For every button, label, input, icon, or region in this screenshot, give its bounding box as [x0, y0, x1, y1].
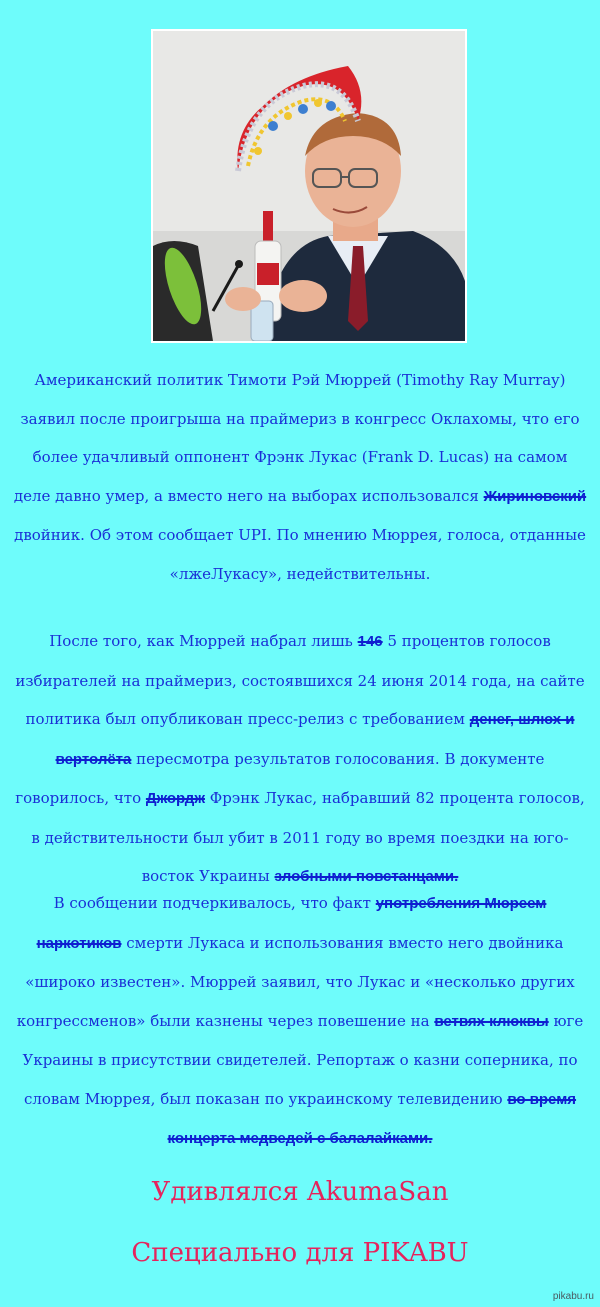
- photo-politician-icon: [153, 31, 465, 341]
- signature-author: Удивлялся AkumaSan: [151, 1177, 449, 1207]
- inserted-joke-text: Жириновский: [483, 487, 587, 505]
- inserted-joke-text: употребления Мюреем наркотиков: [36, 895, 547, 952]
- paragraph-2-text-1: После того, как Мюррей набрал лишь: [49, 632, 353, 650]
- paragraph-2-text-2: 5 процентов голосов избирателей на праймериз, состоявшихся 24 июня 2014 года, на сайте политика был опубликован пресс-релиз с требованием: [15, 632, 585, 728]
- inserted-joke-text: ветвях клюквы: [434, 1012, 549, 1030]
- paragraph-2-text-4: Фрэнк Лукас, набравший 82 процента голосов, в действительности был убит в 2011 году во время поездки на юго-восток Украины: [31, 789, 585, 885]
- paragraph-3-text-3: юге Украины в присутствии свидетелей. Репортаж о казни соперника, по словам Мюррея, был показан по украинскому телевидению: [22, 1011, 584, 1108]
- paragraph-2-text-3: пересмотра результатов голосования. В документе говорилось, что: [15, 749, 545, 807]
- paragraph-3: [12, 884, 588, 1159]
- inserted-joke-text: во время концерта медведей с балалайками.: [167, 1090, 577, 1147]
- paragraph-3-text-1: В сообщении подчеркивалось, что факт: [53, 894, 371, 912]
- article-photo: [151, 29, 467, 343]
- inserted-joke-text: денег, шлюх и вертолёта: [55, 711, 575, 768]
- paragraph-1-text-1: Американский политик Тимоти Рэй Мюррей (Timothy Ray Murray) заявил после проигрыша на праймериз в конгресс Оклахомы, что его более удачливый оппонент Фрэнк Лукас (Frank D. Lucas) на самом деле давно умер, а вместо него на выборах использовался: [13, 371, 580, 505]
- inserted-joke-text: 146: [357, 633, 383, 650]
- paragraph-3-text-2: смерти Лукаса и использования вместо него двойника «широко известен». Мюррей заявил, что Лукас и «несколько других конгрессменов» были казнены через повешение на: [16, 933, 575, 1030]
- inserted-joke-text: злобными повстанцами.: [274, 868, 459, 885]
- inserted-joke-text: Джордж: [145, 790, 205, 807]
- paragraph-2: [12, 622, 588, 897]
- paragraph-1: [12, 361, 588, 593]
- site-watermark: pikabu.ru: [552, 1291, 594, 1302]
- paragraph-1-text-2: двойник. Об этом сообщает UPI. По мнению Мюррея, голоса, отданные «лжеЛукасу», недействительны.: [14, 526, 586, 583]
- signature-dedication: Специально для PIKABU: [131, 1238, 469, 1268]
